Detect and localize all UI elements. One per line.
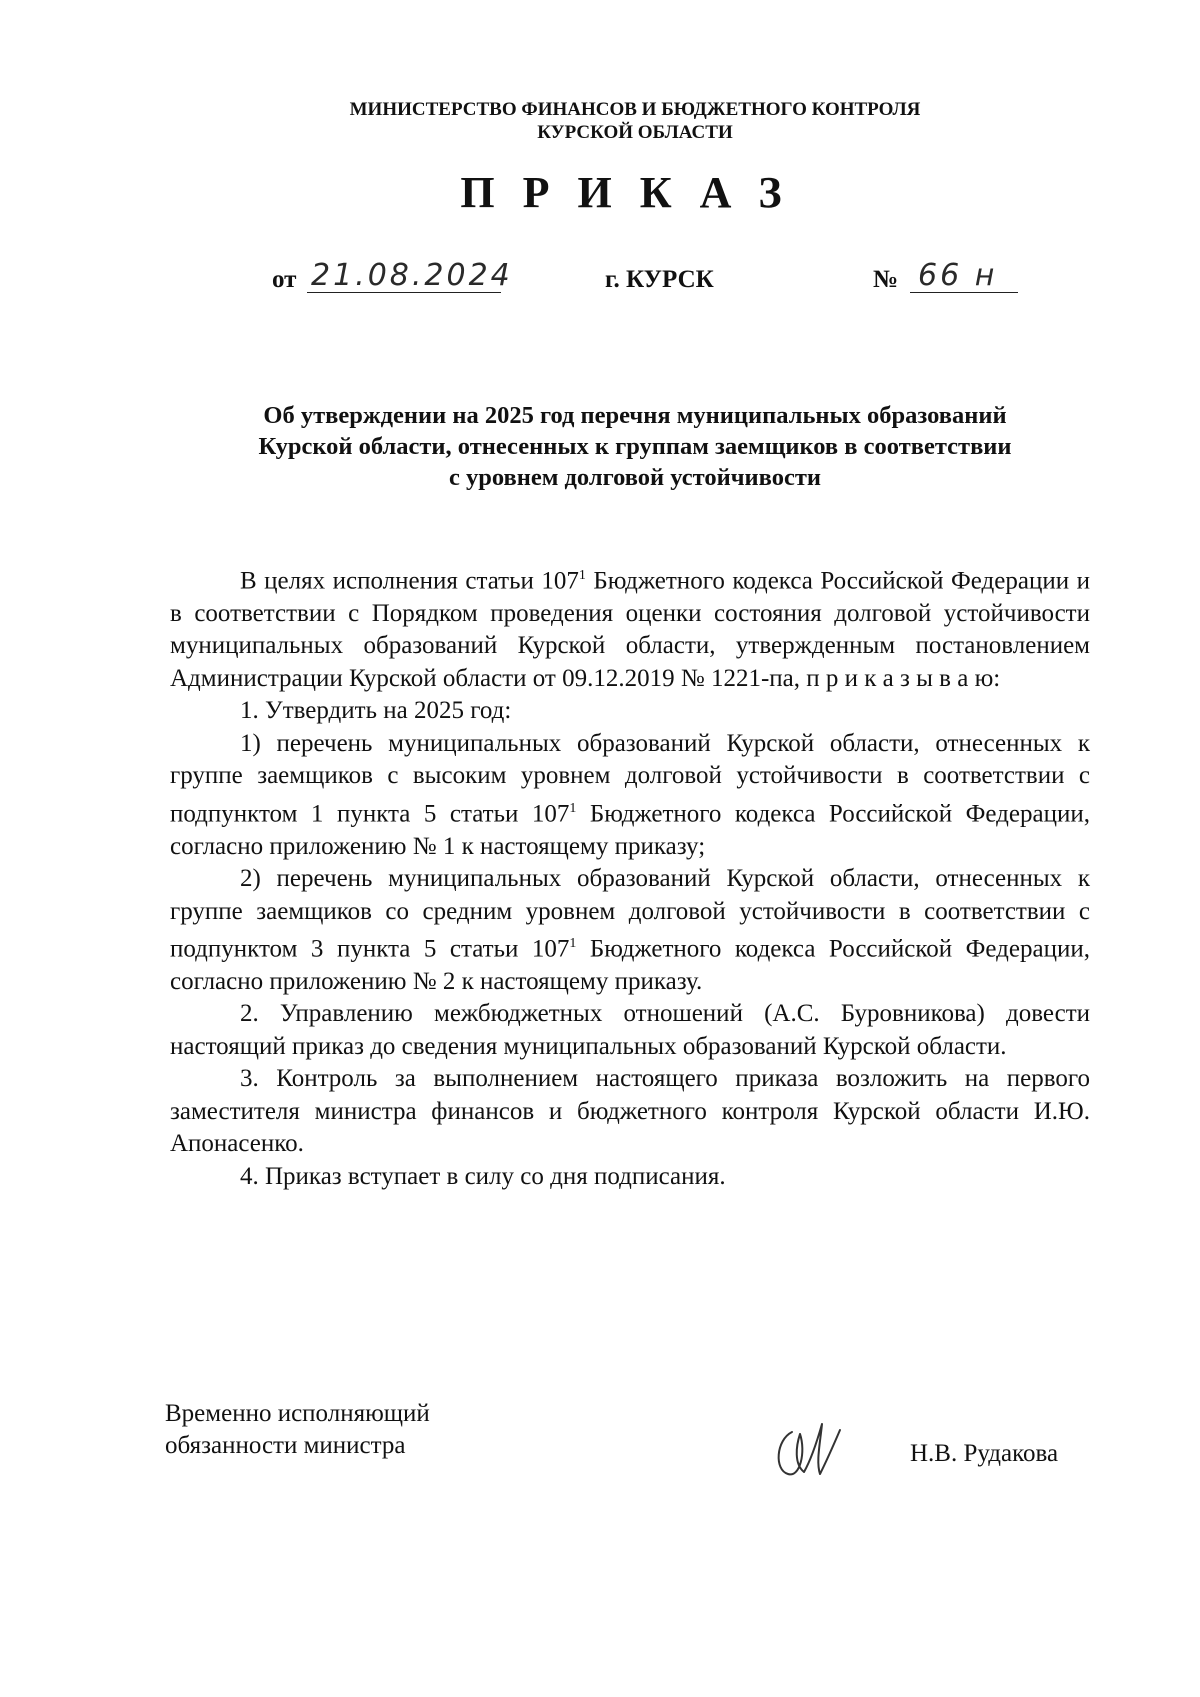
item-2: 2. Управлению межбюджетных отношений (А.С. Буровникова) довести настоящий приказ до сведения муниципальных образований Курской области. <box>170 1000 1090 1060</box>
document-meta-row <box>0 258 1200 298</box>
date-label: от <box>272 266 297 293</box>
document-subject <box>0 400 1200 493</box>
item-1-2-text-start: 2) перечень муниципальных образований Курской области, отнесенных к группе заемщиков со средним уровнем долговой устойчивости в соответствии с подпунктом 3 пункта 5 статьи 107 <box>170 865 1090 963</box>
item-1-1 <box>170 728 1090 863</box>
position-line1: Временно исполняющий <box>165 1400 430 1427</box>
position-line2: обязанности министра <box>165 1432 406 1459</box>
subject-line1: Об утверждении на 2025 год перечня муниципальных образований <box>263 402 1007 429</box>
item-1-1-text-start: 1) перечень муниципальных образований Курской области, отнесенных к группе заемщиков с высоким уровнем долговой устойчивости в соответствии с подпунктом 1 пункта 5 статьи 107 <box>170 729 1090 828</box>
document-type-title: ПРИКАЗ <box>460 168 810 217</box>
item-3: 3. Контроль за выполнением настоящего приказа возложить на первого заместителя министра финансов и бюджетного контроля Курской области И.Ю. Апонасенко. <box>170 1065 1090 1158</box>
preamble-paragraph <box>170 560 1090 695</box>
ministry-header <box>0 98 1200 144</box>
article-superscript: 1 <box>578 568 586 583</box>
article-superscript: 1 <box>569 800 577 816</box>
item-4: 4. Приказ вступает в силу со дня подписания. <box>240 1162 726 1190</box>
city-label: г. КУРСК <box>605 266 714 293</box>
handwritten-signature <box>770 1412 850 1482</box>
subject-line3: с уровнем долговой устойчивости <box>448 464 822 491</box>
item-1-2 <box>170 863 1090 998</box>
article-superscript: 1 <box>569 936 577 952</box>
number-label: № <box>873 266 899 293</box>
document-body <box>170 560 1090 1193</box>
subject-line2: Курской области, отнесенных к группам заемщиков в соответствии <box>258 433 1012 460</box>
signatory-position <box>165 1398 430 1462</box>
handwritten-number: 66 н <box>910 258 1018 293</box>
ministry-name-line1: МИНИСТЕРСТВО ФИНАНСОВ И БЮДЖЕТНОГО КОНТРОЛЯ <box>349 99 921 120</box>
signer-name: Н.В. Рудакова <box>910 1440 1059 1467</box>
ministry-name-line2: КУРСКОЙ ОБЛАСТИ <box>537 122 733 143</box>
item-1-1-text-end: Бюджетного кодекса Российской Федерации, согласно приложению № 1 к настоящему приказу; <box>170 800 1090 860</box>
handwritten-date: 21.08.2024 <box>307 258 501 293</box>
item-1-2-text-end: Бюджетного кодекса Российской Федерации, согласно приложению № 2 к настоящему приказу. <box>170 935 1090 995</box>
preamble-text-end: Бюджетного кодекса Российской Федерации и в соответствии с Порядком проведения оценки состояния долговой устойчивости муниципальных образований Курской области, утвержденным постановлением Администрации Курской области от 09.12.2019 № 1221-па, п р и к а з ы в а ю: <box>170 567 1090 692</box>
item-1: 1. Утвердить на 2025 год: <box>240 697 512 725</box>
preamble-text-start: В целях исполнения статьи 107 <box>240 567 579 595</box>
